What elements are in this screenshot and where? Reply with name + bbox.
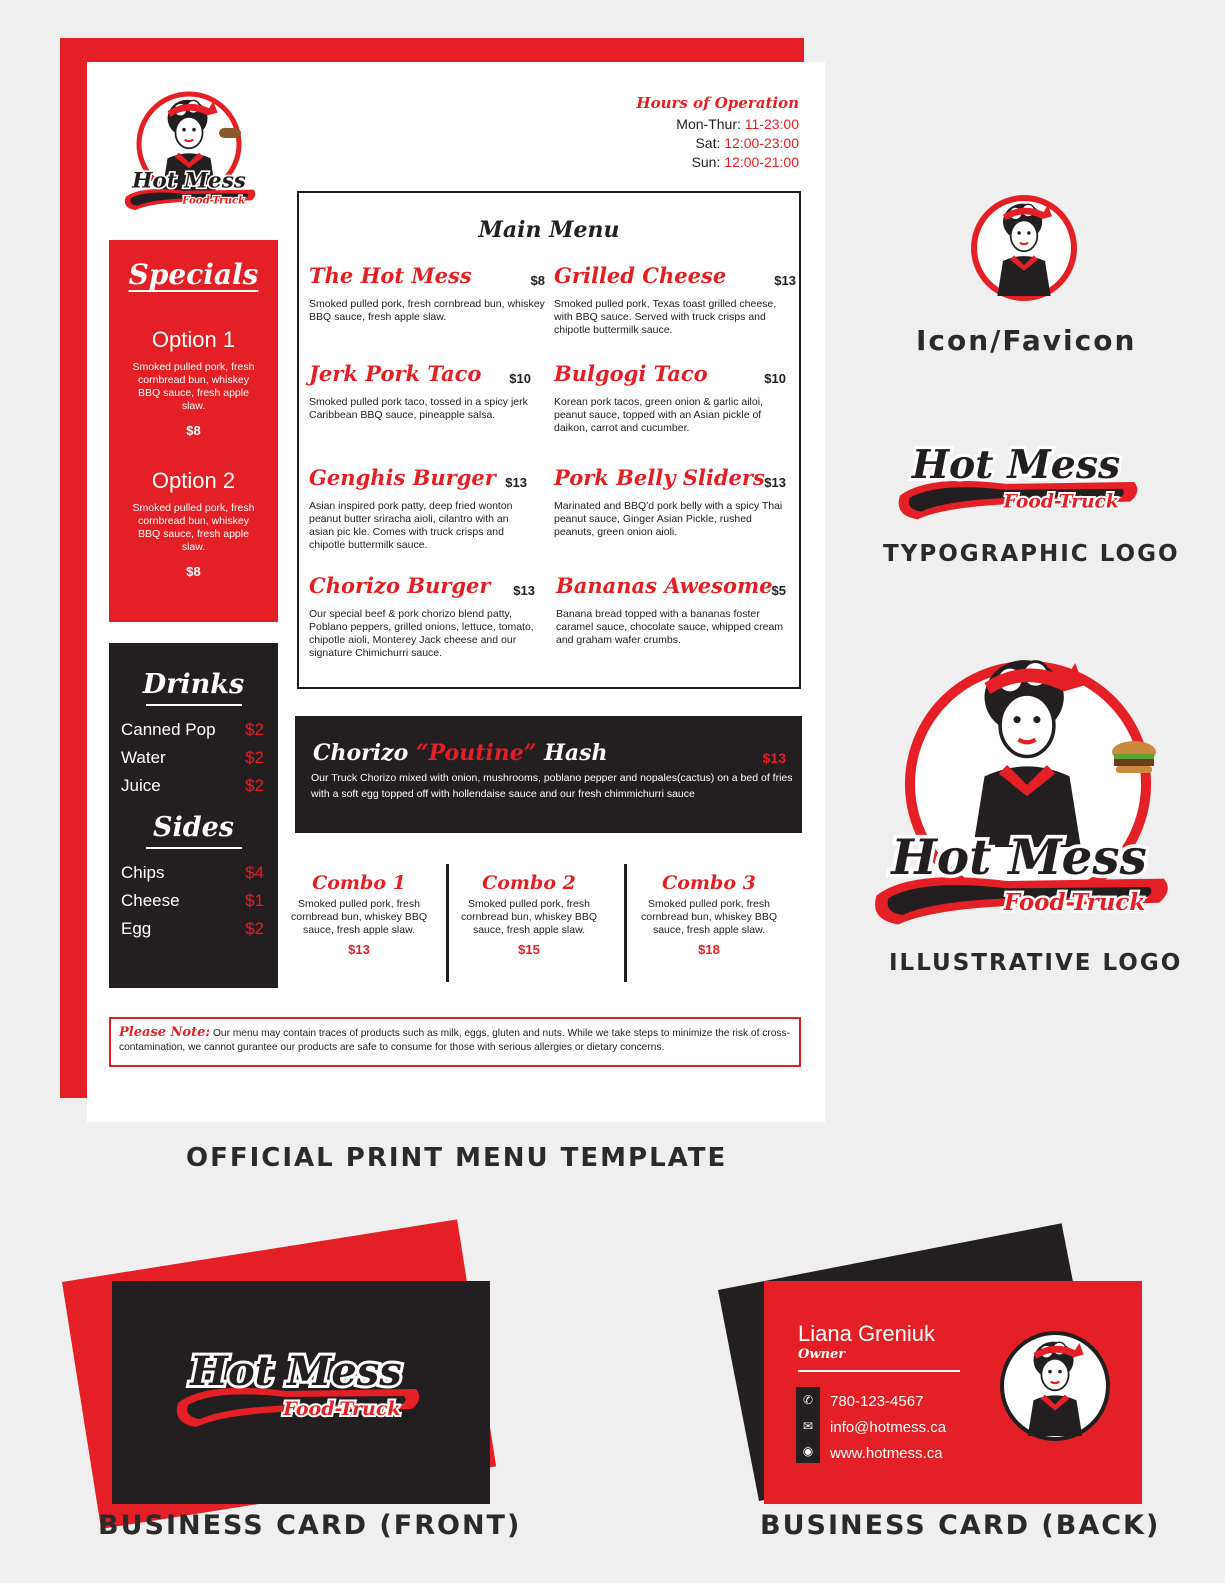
- side-row: [109, 915, 278, 943]
- dish-name: Bananas Awesome: [556, 573, 773, 598]
- dish-price: $13: [764, 475, 786, 490]
- dish-name: Bulgogi Taco: [554, 361, 708, 386]
- dish-desc: Smoked pulled pork, fresh cornbread bun, whiskey BBQ sauce, fresh apple slaw.: [309, 298, 545, 323]
- side-row: [109, 887, 278, 915]
- drink-name: Water: [121, 748, 166, 767]
- special-option-price: $8: [186, 564, 201, 579]
- card-divider: [798, 1370, 960, 1372]
- dish-item: [309, 263, 545, 324]
- drink-row: [109, 772, 278, 800]
- card-phone[interactable]: 780-123-4567: [830, 1393, 924, 1410]
- side-price: $4: [245, 863, 264, 882]
- card-person-role: Owner: [798, 1347, 846, 1362]
- typographic-logo: [888, 434, 1144, 524]
- caption-icon: Icon/Favicon: [916, 324, 1137, 357]
- special-option-desc: Smoked pulled pork, fresh cornbread bun, whiskey BBQ sauce, fresh apple slaw.: [132, 502, 255, 553]
- dish-item: [554, 263, 796, 337]
- drink-price: $2: [245, 720, 264, 739]
- combo-name: Combo 3: [662, 872, 756, 894]
- dish-desc: Our special beef & pork chorizo blend patty, Poblano peppers, grilled onions, lettuce, tomato, chipotle aioli, Monterey Jack cheese and our signature Chimichurri sauce.: [309, 608, 534, 659]
- feature-dish-price: $13: [762, 750, 786, 766]
- combo-name: Combo 1: [312, 872, 406, 894]
- phone-icon: ✆: [802, 1393, 814, 1407]
- combo-item: [454, 872, 604, 957]
- hours-row: [636, 134, 799, 153]
- feature-dish-desc: Our Truck Chorizo mixed with onion, mushrooms, poblano pepper and nopales(cactus) on a bed of fries with a soft egg topped off with hollendaise sauce and our fresh chimmichurri sauce: [311, 772, 793, 800]
- illustrative-logo: [862, 640, 1176, 940]
- dish-desc: Asian inspired pork patty, deep fried wonton peanut butter sriracha aioli, cilantro with an asian pic kle. Comes with truck crisps and chipotle buttermilk sauce.: [309, 500, 513, 551]
- hours-day: Sat:: [695, 135, 721, 151]
- dish-price: $10: [509, 371, 531, 386]
- dish-price: $13: [505, 475, 527, 490]
- specials-panel: [109, 240, 278, 622]
- combo-desc: Smoked pulled pork, fresh cornbread bun, whiskey BBQ sauce, fresh apple slaw.: [641, 898, 777, 936]
- dish-name: Jerk Pork Taco: [309, 361, 482, 386]
- dish-item: [309, 361, 531, 422]
- side-price: $1: [245, 891, 264, 910]
- combo-item: [284, 872, 434, 957]
- card-wordmark: [166, 1341, 426, 1431]
- dish-price: $10: [764, 371, 786, 386]
- dish-price: $13: [513, 583, 535, 598]
- dish-item: [556, 573, 786, 647]
- hours-title: Hours of Operation: [636, 94, 799, 112]
- hours-row: [636, 115, 799, 134]
- dish-name: Genghis Burger: [309, 465, 496, 490]
- dish-desc: Marinated and BBQ'd pork belly with a spicy Thai peanut sauce, Ginger Asian Pickle, rushed peanuts, green onion aioli.: [554, 500, 783, 538]
- business-card-front: [112, 1281, 490, 1504]
- dish-name: Grilled Cheese: [554, 263, 727, 288]
- drinks-title: Drinks: [142, 669, 245, 700]
- side-row: [109, 859, 278, 887]
- special-option-desc: Smoked pulled pork, fresh cornbread bun, whiskey BBQ sauce, fresh apple slaw.: [132, 361, 255, 412]
- hours-time: 12:00-21:00: [724, 154, 799, 170]
- hours-time: 12:00-23:00: [724, 135, 799, 151]
- dish-price: $5: [771, 583, 786, 598]
- side-name: Chips: [121, 863, 165, 882]
- drink-row: [109, 716, 278, 744]
- card-website[interactable]: www.hotmess.ca: [830, 1445, 943, 1462]
- dish-name: Pork Belly Sliders: [554, 465, 765, 490]
- main-menu-title: Main Menu: [478, 217, 620, 243]
- feature-name-part: Chorizo: [313, 740, 416, 766]
- dish-price: $8: [530, 273, 545, 288]
- note-text: Our menu may contain traces of products such as milk, eggs, gluten and nuts. While we take steps to minimize the risk of cross-contamination, we cannot gurantee our products are safe to consume for those with serious allergies or dietary concerns.: [119, 1028, 790, 1053]
- drinks-underline: [146, 704, 242, 706]
- card-person-name: Liana Greniuk: [798, 1321, 935, 1346]
- dish-item: [309, 465, 527, 552]
- combo-desc: Smoked pulled pork, fresh cornbread bun, whiskey BBQ sauce, fresh apple slaw.: [291, 898, 427, 936]
- hours-day: Mon-Thur:: [676, 116, 741, 132]
- combo-name: Combo 2: [482, 872, 576, 894]
- hours-day: Sun:: [691, 154, 721, 170]
- side-name: Egg: [121, 919, 152, 938]
- card-mascot-badge: [998, 1329, 1112, 1443]
- specials-title: Specials: [128, 258, 259, 291]
- feature-name-highlight: “Poutine”: [415, 740, 537, 766]
- sides-underline: [146, 847, 242, 849]
- dish-item: [554, 361, 786, 435]
- dish-item: [554, 465, 786, 539]
- hours-time: 11-23:00: [744, 116, 799, 132]
- combo-price: $15: [518, 942, 540, 957]
- business-card-back: [764, 1281, 1142, 1504]
- mail-icon: ✉: [802, 1419, 814, 1433]
- globe-icon: ◉: [802, 1444, 814, 1458]
- special-option-name: Option 1: [151, 327, 236, 352]
- card-email[interactable]: info@hotmess.ca: [830, 1419, 947, 1436]
- combo-item: [634, 872, 784, 957]
- caption-card-front: BUSINESS CARD (FRONT): [98, 1510, 522, 1541]
- dish-desc: Smoked pulled pork taco, tossed in a spicy jerk Caribbean BBQ sauce, pineapple salsa.: [309, 396, 528, 421]
- menu-logo: [119, 86, 259, 216]
- drink-row: [109, 744, 278, 772]
- special-option-price: $8: [186, 423, 201, 438]
- caption-illustrative: ILLUSTRATIVE LOGO: [889, 950, 1183, 976]
- drink-name: Canned Pop: [121, 720, 216, 739]
- combo-divider: [446, 864, 449, 982]
- feature-dish-name: [313, 740, 608, 766]
- drink-name: Juice: [121, 776, 161, 795]
- combo-price: $18: [698, 942, 720, 957]
- dish-desc: Smoked pulled pork, Texas toast grilled cheese, with BBQ sauce. Served with truck crisps and chipotle buttermilk sauce.: [554, 298, 777, 336]
- drink-price: $2: [245, 776, 264, 795]
- feature-dish-panel: [295, 716, 802, 833]
- combo-divider: [624, 864, 627, 982]
- dish-name: Chorizo Burger: [309, 573, 491, 598]
- dish-desc: Korean pork tacos, green onion & garlic ailoi, peanut sauce, topped with an Asian pickle of daikon, carrot and cucumber.: [554, 396, 763, 434]
- feature-name-part: Hash: [536, 740, 608, 766]
- special-option-name: Option 2: [151, 468, 236, 493]
- note-label: Please Note:: [119, 1025, 211, 1040]
- dish-desc: Banana bread topped with a bananas foster caramel sauce, chocolate sauce, whipped cream and graham wafer crumbs.: [556, 608, 784, 646]
- drink-price: $2: [245, 748, 264, 767]
- dish-price: $13: [774, 273, 796, 288]
- allergy-note: [109, 1017, 801, 1067]
- combo-price: $13: [348, 942, 370, 957]
- main-menu-box: [297, 191, 801, 689]
- side-name: Cheese: [121, 891, 180, 910]
- drinks-sides-panel: [109, 643, 278, 988]
- dish-name: The Hot Mess: [309, 263, 472, 288]
- print-menu: [87, 62, 825, 1122]
- caption-menu: OFFICIAL PRINT MENU TEMPLATE: [186, 1143, 728, 1173]
- caption-card-back: BUSINESS CARD (BACK): [760, 1510, 1161, 1541]
- hours-row: [636, 153, 799, 172]
- favicon-logo: [968, 192, 1080, 304]
- combo-desc: Smoked pulled pork, fresh cornbread bun, whiskey BBQ sauce, fresh apple slaw.: [461, 898, 597, 936]
- sides-title: Sides: [152, 812, 234, 843]
- dish-item: [309, 573, 535, 660]
- side-price: $2: [245, 919, 264, 938]
- caption-typographic: TYPOGRAPHIC LOGO: [883, 541, 1180, 567]
- hours-of-operation: [636, 94, 799, 172]
